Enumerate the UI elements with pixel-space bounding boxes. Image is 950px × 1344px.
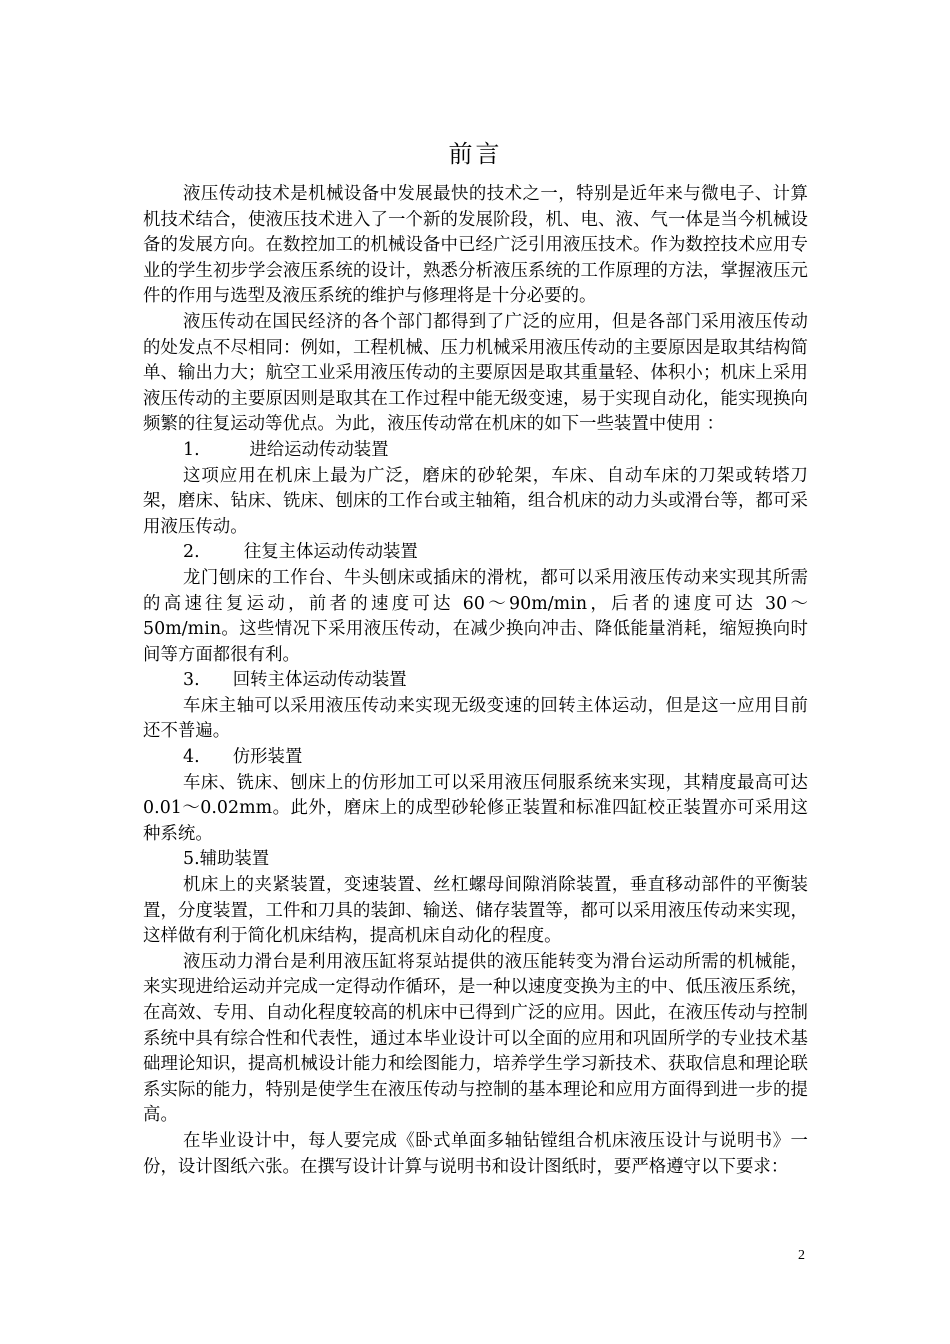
item-heading-3	[143, 668, 808, 694]
item-heading-1	[143, 438, 808, 464]
item-body-1: 这项应用在机床上最为广泛，磨床的砂轮架，车床、自动车床的刀架或转塔刀架，磨床、钻床、铣床、刨床的工作台或主轴箱，组合机床的动力头或滑台等，都可采用液压传动。	[143, 465, 808, 537]
item-body-3: 车床主轴可以采用液压传动来实现无级变速的回转主体运动，但是这一应用目前还不普遍。	[143, 695, 808, 742]
item-number-2: 2.	[183, 542, 200, 563]
intro-paragraph-1: 液压传动技术是机械设备中发展最快的技术之一，特别是近年来与微电子、计算机技术结合，使液压技术进入了一个新的发展阶段，机、电、液、气一体是当今机械设备的发展方向。在数控加工的机械设备中已经广泛引用液压技术。作为数控技术应用专业的学生初步学会液压系统的设计，熟悉分析液压系统的工作原理的方法，掌握液压元件的作用与选型及液压系统的维护与修理将是十分必要的。	[143, 184, 808, 307]
page-number: 2	[798, 1248, 805, 1263]
item-title-3: 回转主体运动传动装置	[232, 670, 407, 691]
document-page	[143, 128, 808, 1180]
item-heading-2	[143, 540, 808, 566]
intro-paragraph-2: 液压传动在国民经济的各个部门都得到了广泛的应用，但是各部门采用液压传动的处发点不尽相同：例如，工程机械、压力机械采用液压传动的主要原因是取其结构简单、输出力大；航空工业采用液压传动的主要原因是取其重量轻、体积小；机床上采用液压传动的主要原因则是取其在工作过程中能无级变速，易于实现自动化，能实现换向频繁的往复运动等优点。为此，液压传动常在机床的如下一些装置中使用 ：	[143, 311, 808, 435]
item-title-4: 仿形装置	[232, 747, 303, 768]
item-title-2: 往复主体运动传动装置	[243, 542, 418, 563]
item-heading-5	[143, 847, 808, 873]
item-heading-4	[143, 745, 808, 771]
page-title: 前言	[448, 140, 503, 168]
item-number-5: 5.	[183, 849, 200, 870]
item-number-1: 1.	[183, 439, 200, 460]
item-number-3: 3.	[183, 670, 200, 691]
item-number-4: 4.	[183, 747, 200, 768]
item-body-4: 车床、铣床、刨床上的仿形加工可以采用液压伺服系统来实现，其精度最高可达 0.01～0.02mm。此外，磨床上的成型砂轮修正装置和标准四缸校正装置亦可采用这种系统。	[143, 772, 808, 844]
closing-paragraph-1: 液压动力滑台是利用液压缸将泵站提供的液压能转变为滑台运动所需的机械能，来实现进给运动并完成一定得动作循环，是一种以速度变换为主的中、低压液压系统，在高效、专用、自动化程度较高的机床中已得到广泛的应用。因此，在液压传动与控制系统中具有综合性和代表性，通过本毕业设计可以全面的应用和巩固所学的专业技术基础理论知识，提高机械设计能力和绘图能力，培养学生学习新技术、获取信息和理论联系实际的能力，特别是使学生在液压传动与控制的基本理论和应用方面得到进一步的提高。	[143, 951, 808, 1126]
item-body-2: 龙门刨床的工作台、牛头刨床或插床的滑枕，都可以采用液压传动来实现其所需的高速往复运动，前者的速度可达 60～90m/min，后者的速度可达 30～50m/min。这些情况下采用液压传动，在减少换向冲击、降低能量消耗，缩短换向时间等方面都很有利。	[143, 567, 808, 665]
item-body-5: 机床上的夹紧装置，变速装置、丝杠螺母间隙消除装置，垂直移动部件的平衡装置，分度装置，工件和刀具的装卸、输送、储存装置等，都可以采用液压传动来实现，这样做有利于简化机床结构，提高机床自动化的程度。	[143, 875, 808, 947]
closing-paragraph-2: 在毕业设计中，每人要完成《卧式单面多轴钻镗组合机床液压设计与说明书》一份，设计图纸六张。在撰写设计计算与说明书和设计图纸时，要严格遵守以下要求：	[143, 1130, 808, 1177]
item-title-1: 进给运动传动装置	[249, 439, 389, 460]
item-title-5: 辅助装置	[199, 849, 270, 870]
